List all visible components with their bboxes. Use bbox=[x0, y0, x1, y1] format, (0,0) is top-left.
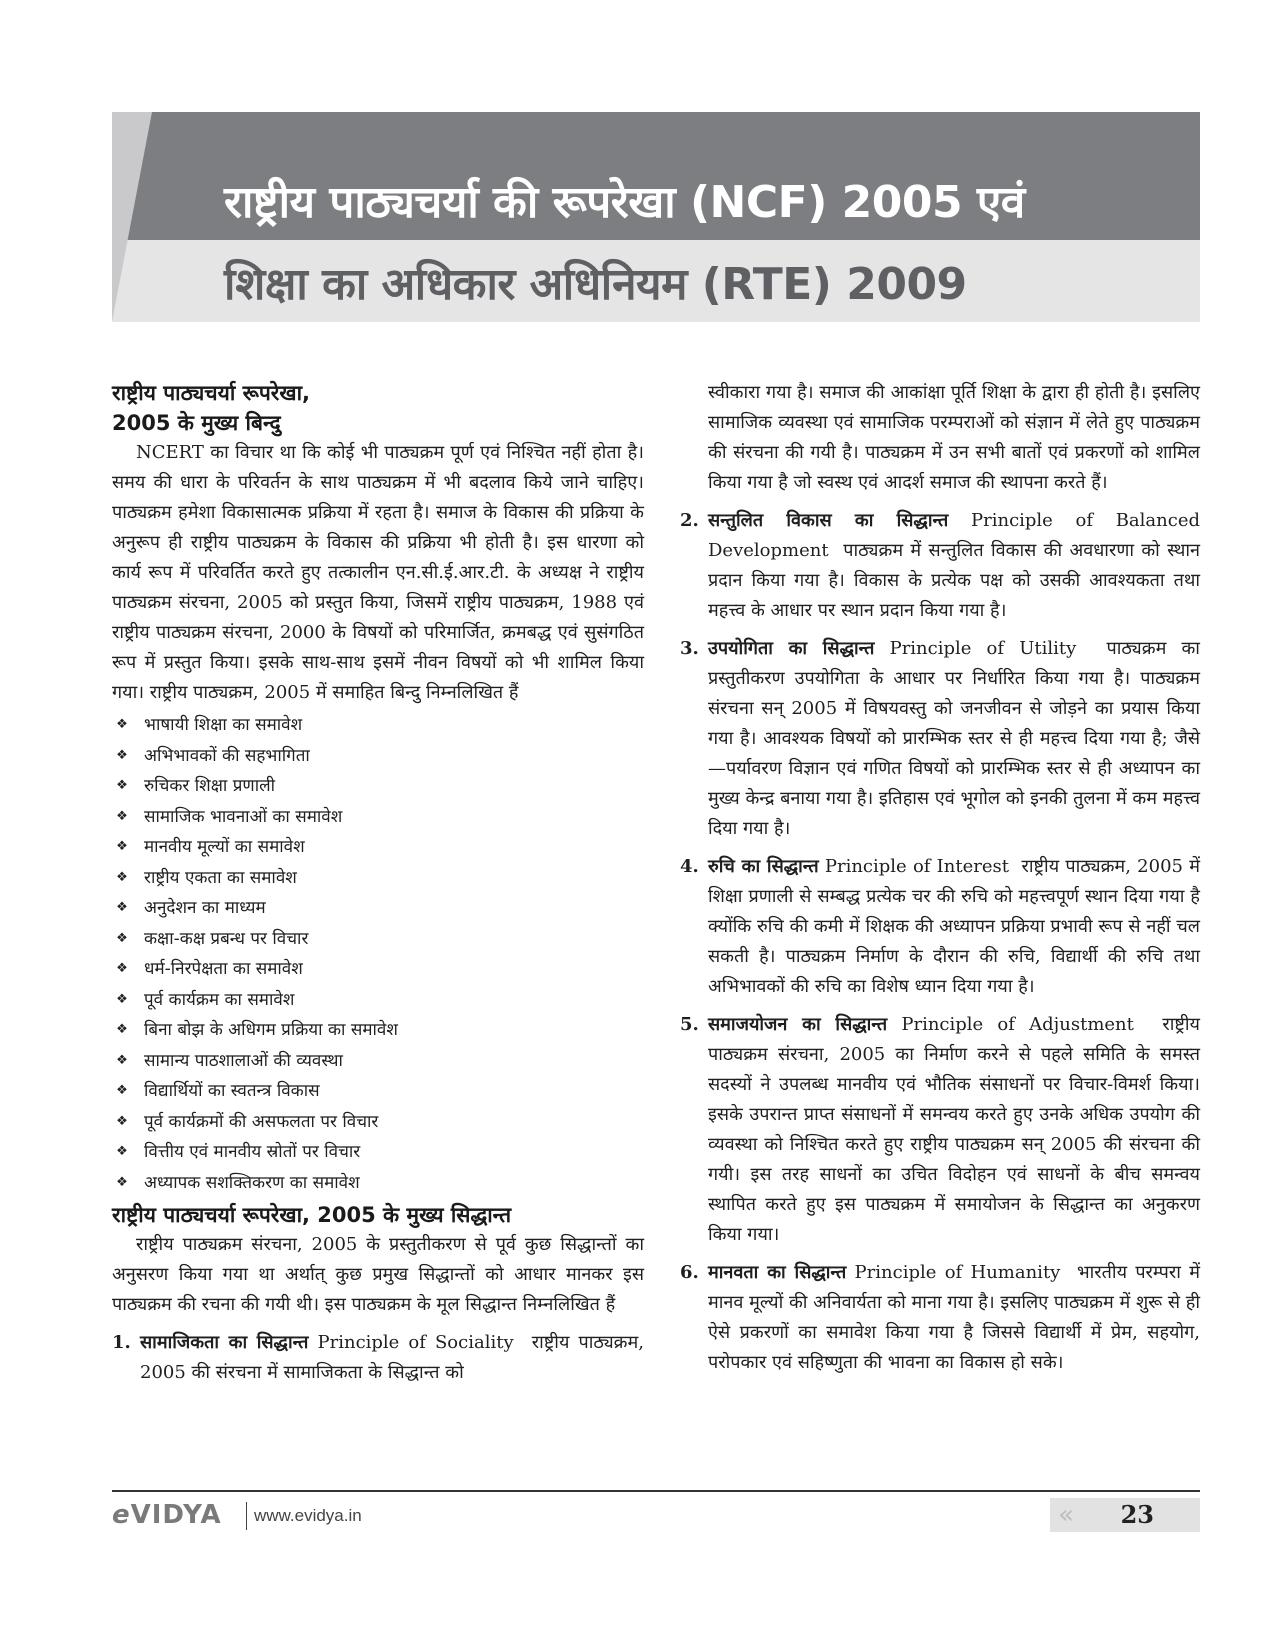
intro-paragraph: NCERT का विचार था कि कोई भी पाठ्यक्रम पूर्ण एवं निश्चित नहीं होता है। समय की धारा के परिवर्तन के साथ पाठ्यक्रम में भी बदलाव किये जाने चाहिए। पाठ्यक्रम हमेशा विकासात्मक प्रक्रिया में रहता है। समाज के विकास की प्रक्रिया के अनुरूप ही राष्ट्रीय पाठ्यक्रम के विकास की प्रक्रिया भी होती है। इस धारणा को कार्य रूप में परिवर्तित करते हुए तत्कालीन एन.सी.ई.आर.टी. के अध्यक्ष ने राष्ट्रीय पाठ्यक्रम संरचना, 2005 को प्रस्तुत किया, जिसमें राष्ट्रीय पाठ्यक्रम, 1988 एवं राष्ट्रीय पाठ्यक्रम संरचना, 2000 के विषयों को परिमार्जित, क्रमबद्ध एवं सुसंगठित रूप में प्रस्तुत किया। इसके साथ-साथ इसमें नीवन विषयों को भी शामिल किया गया। राष्ट्रीय पाठ्यक्रम, 2005 में समाहित बिन्दु निम्नलिखित हैं bbox=[112, 442, 644, 703]
key-point-item bbox=[112, 1168, 644, 1199]
section-heading-principles: राष्ट्रीय पाठ्यचर्या रूपरेखा, 2005 के मुख्य सिद्धान्त bbox=[112, 1203, 512, 1227]
banner-wedge bbox=[112, 112, 152, 322]
key-point-text: राष्ट्रीय एकता का समावेश bbox=[144, 867, 297, 888]
key-point-item bbox=[112, 741, 644, 772]
key-point-item bbox=[112, 832, 644, 863]
principle-1-continued: स्वीकारा गया है। समाज की आकांक्षा पूर्ति शिक्षा के द्वारा ही होती है। इसलिए सामाजिक व्यवस्था एवं सामाजिक परम्पराओं को संज्ञान में लेते हुए पाठ्यक्रम की संरचना की गयी है। पाठ्यक्रम में उन सभी बातों एवं प्रकरणों को शामिल किया गया है जो स्वस्थ एवं आदर्श समाज की स्थापना करते हैं। bbox=[708, 382, 1200, 493]
principles-intro-paragraph: राष्ट्रीय पाठ्यक्रम संरचना, 2005 के प्रस्तुतीकरण से पूर्व कुछ सिद्धान्तों का अनुसरण किया गया था अर्थात् कुछ प्रमुख सिद्धान्तों को आधार मानकर इस पाठ्यक्रम की रचना की गयी थी। इस पाठ्यक्रम के मूल सिद्धान्त निम्नलिखित हैं bbox=[112, 1234, 644, 1315]
key-point-text: विद्यार्थियों का स्वतन्त्र विकास bbox=[144, 1081, 320, 1101]
key-point-text: अध्यापक सशक्तिकरण का समावेश bbox=[144, 1172, 360, 1193]
principle-number: 6. bbox=[680, 1262, 699, 1283]
principle-name: सामाजिकता का सिद्धान्त bbox=[140, 1332, 309, 1353]
key-point-text: सामाजिक भावनाओं का समावेश bbox=[144, 806, 343, 827]
key-point-text: वित्तीय एवं मानवीय स्रोतों पर विचार bbox=[144, 1142, 361, 1162]
key-point-item bbox=[112, 771, 644, 802]
diamond-bullet-icon: ❖ bbox=[116, 869, 128, 885]
key-point-text: पूर्व कार्यक्रमों की असफलता पर विचार bbox=[144, 1111, 379, 1132]
heading-line-2: 2005 के मुख्य बिन्दु bbox=[112, 411, 281, 435]
principle-number: 3. bbox=[680, 638, 699, 659]
principle-english-name: Principle of Utility bbox=[889, 638, 1077, 659]
key-point-text: धर्म-निरपेक्षता का समावेश bbox=[144, 959, 303, 979]
diamond-bullet-icon: ❖ bbox=[116, 991, 128, 1007]
principle-item bbox=[680, 852, 1200, 1002]
key-point-text: अनुदेशन का माध्यम bbox=[144, 898, 266, 918]
section-heading-key-points bbox=[112, 378, 644, 438]
diamond-bullet-icon: ❖ bbox=[116, 900, 128, 915]
key-point-text: मानवीय मूल्यों का समावेश bbox=[144, 837, 305, 857]
key-points-list bbox=[112, 710, 644, 1198]
right-column bbox=[680, 378, 1200, 1386]
key-point-item bbox=[112, 1046, 644, 1077]
key-point-item bbox=[112, 893, 644, 924]
principle-item bbox=[680, 506, 1200, 626]
principle-english-name: Principle of Sociality bbox=[317, 1332, 514, 1353]
diamond-bullet-icon: ❖ bbox=[116, 747, 128, 763]
principle-text: पाठ्यक्रम का प्रस्तुतीकरण उपयोगिता के आधार पर निर्धारित किया गया है। पाठ्यक्रम संरचना सन् 2005 में विषयवस्तु को जनजीवन से जोड़ने का प्रयास किया गया है। आवश्यक विषयों को प्रारम्भिक स्तर से ही महत्त्व दिया गया है; जैसे—पर्यावरण विज्ञान एवं गणित विषयों को प्रारम्भिक स्तर से ही अध्यापन का मुख्य केन्द्र बनाया गया है। इतिहास एवं भूगोल को इनकी तुलना में कम महत्त्व दिया गया है। bbox=[708, 638, 1201, 839]
principle-name: मानवता का सिद्धान्त bbox=[708, 1262, 847, 1283]
diamond-bullet-icon: ❖ bbox=[116, 1052, 128, 1068]
principle-number: 4. bbox=[680, 856, 699, 877]
key-point-text: सामान्य पाठशालाओं की व्यवस्था bbox=[144, 1050, 343, 1071]
principle-name: रुचि का सिद्धान्त bbox=[708, 856, 819, 877]
logo-text: VIDYA bbox=[130, 1500, 222, 1530]
key-point-text: रुचिकर शिक्षा प्रणाली bbox=[144, 776, 276, 796]
principle-item bbox=[112, 1328, 644, 1388]
page-title-line-2: शिक्षा का अधिकार अधिनियम (RTE) 2009 bbox=[224, 259, 967, 310]
key-point-item bbox=[112, 985, 644, 1016]
logo-divider bbox=[246, 1502, 247, 1530]
footer-rule bbox=[112, 1490, 1200, 1492]
diamond-bullet-icon: ❖ bbox=[116, 808, 128, 824]
principle-name: उपयोगिता का सिद्धान्त bbox=[708, 638, 875, 659]
key-point-item bbox=[112, 710, 644, 741]
key-point-item bbox=[112, 802, 644, 833]
key-point-text: भाषायी शिक्षा का समावेश bbox=[144, 715, 303, 735]
key-point-item bbox=[112, 1107, 644, 1138]
diamond-bullet-icon: ❖ bbox=[116, 1022, 128, 1037]
diamond-bullet-icon: ❖ bbox=[116, 839, 128, 854]
key-point-item bbox=[112, 1137, 644, 1168]
principle-item bbox=[680, 634, 1200, 844]
key-point-item bbox=[112, 863, 644, 894]
diamond-bullet-icon: ❖ bbox=[116, 961, 128, 976]
key-point-item bbox=[112, 1015, 644, 1046]
principle-item bbox=[680, 1258, 1200, 1378]
evidya-logo bbox=[112, 1500, 222, 1530]
principles-list-left bbox=[112, 1328, 644, 1388]
diamond-bullet-icon: ❖ bbox=[116, 717, 128, 732]
principle-text: राष्ट्रीय पाठ्यक्रम संरचना, 2005 का निर्माण करने से पहले समिति के समस्त सदस्यों ने उपलब्ध मानवीय एवं भौतिक संसाधनों पर विचार-विमर्श किया। इसके उपरान्त प्राप्त संसाधनों में समन्वय करते हुए उनके अधिक उपयोग की व्यवस्था को निश्चित करते हुए राष्ट्रीय पाठ्यक्रम सन् 2005 की संरचना की गयी। इस तरह साधनों का उचित विदोहन एवं साधनों के बीच समन्वय स्थापित करते हुए इस पाठ्यक्रम में समायोजन के सिद्धान्त का अनुकरण किया गया। bbox=[708, 1014, 1200, 1245]
principle-english-name: Principle of Adjustment bbox=[901, 1014, 1134, 1035]
principle-text: भारतीय परम्परा में मानव मूल्यों की अनिवार्यता को माना गया है। इसलिए पाठ्यक्रम में शुरू से ही ऐसे प्रकरणों का समावेश किया गया है जिससे विद्यार्थी में प्रेम, सहयोग, परोपकार एवं सहिष्णुता की भावना का विकास हो सके। bbox=[708, 1262, 1200, 1373]
diamond-bullet-icon: ❖ bbox=[116, 1174, 128, 1190]
key-point-text: बिना बोझ के अधिगम प्रक्रिया का समावेश bbox=[144, 1020, 398, 1040]
diamond-bullet-icon: ❖ bbox=[116, 1144, 128, 1159]
logo-e: e bbox=[112, 1500, 131, 1530]
principle-english-name: Principle of Humanity bbox=[854, 1262, 1061, 1283]
key-point-item bbox=[112, 954, 644, 985]
page-number: 23 bbox=[1120, 1500, 1154, 1529]
principle-english-name: Principle of Balanced Development bbox=[708, 510, 1201, 561]
principle-name: समाजयोजन का सिद्धान्त bbox=[708, 1014, 888, 1035]
page-footer bbox=[112, 1498, 1200, 1532]
double-chevron-left-icon: « bbox=[1058, 1500, 1074, 1530]
principle-english-name: Principle of Interest bbox=[824, 856, 1010, 877]
principle-text: राष्ट्रीय पाठ्यक्रम, 2005 में शिक्षा प्रणाली से सम्बद्ध प्रत्येक चर की रुचि को महत्त्वपूर्ण स्थान दिया गया है क्योंकि रुचि की कमी में शिक्षक की अध्यापन प्रक्रिया प्रभावी रूप से नहीं चल सकती है। पाठ्यक्रम निर्माण के दौरान की रुचि, विद्यार्थी की रुचि तथा अभिभावकों की रुचि का विशेष ध्यान दिया गया है। bbox=[708, 856, 1200, 997]
diamond-bullet-icon: ❖ bbox=[116, 930, 128, 946]
principle-number: 1. bbox=[112, 1332, 131, 1353]
diamond-bullet-icon: ❖ bbox=[116, 1113, 128, 1129]
heading-line-1: राष्ट्रीय पाठ्यचर्या रूपरेखा, bbox=[112, 381, 310, 405]
title-banner bbox=[112, 112, 1200, 322]
diamond-bullet-icon: ❖ bbox=[116, 778, 128, 793]
key-point-text: कक्षा-कक्ष प्रबन्ध पर विचार bbox=[144, 928, 309, 949]
principles-list-right bbox=[680, 506, 1200, 1378]
principle-item bbox=[680, 1010, 1200, 1250]
principle-text: राष्ट्रीय पाठ्यक्रम, 2005 की संरचना में सामाजिकता के सिद्धान्त को bbox=[140, 1332, 644, 1383]
principle-name: सन्तुलित विकास का सिद्धान्त bbox=[708, 510, 949, 531]
diamond-bullet-icon: ❖ bbox=[116, 1083, 128, 1098]
page-title-line-1: राष्ट्रीय पाठ्यचर्या की रूपरेखा (NCF) 2005 एवं bbox=[224, 177, 1025, 228]
principle-number: 5. bbox=[680, 1014, 699, 1035]
key-point-item bbox=[112, 924, 644, 955]
website-link[interactable]: www.evidya.in bbox=[254, 1506, 362, 1525]
key-point-text: अभिभावकों की सहभागिता bbox=[144, 745, 310, 766]
principle-text: पाठ्यक्रम में सन्तुलित विकास की अवधारणा को स्थान प्रदान किया गया है। विकास के प्रत्येक पक्ष को उसकी आवश्यकता तथा महत्त्व के आधार पर स्थान प्रदान किया गया है। bbox=[708, 540, 1200, 621]
principle-number: 2. bbox=[680, 510, 699, 531]
key-point-item bbox=[112, 1076, 644, 1107]
left-column bbox=[112, 378, 644, 1396]
key-point-text: पूर्व कार्यक्रम का समावेश bbox=[144, 989, 295, 1010]
